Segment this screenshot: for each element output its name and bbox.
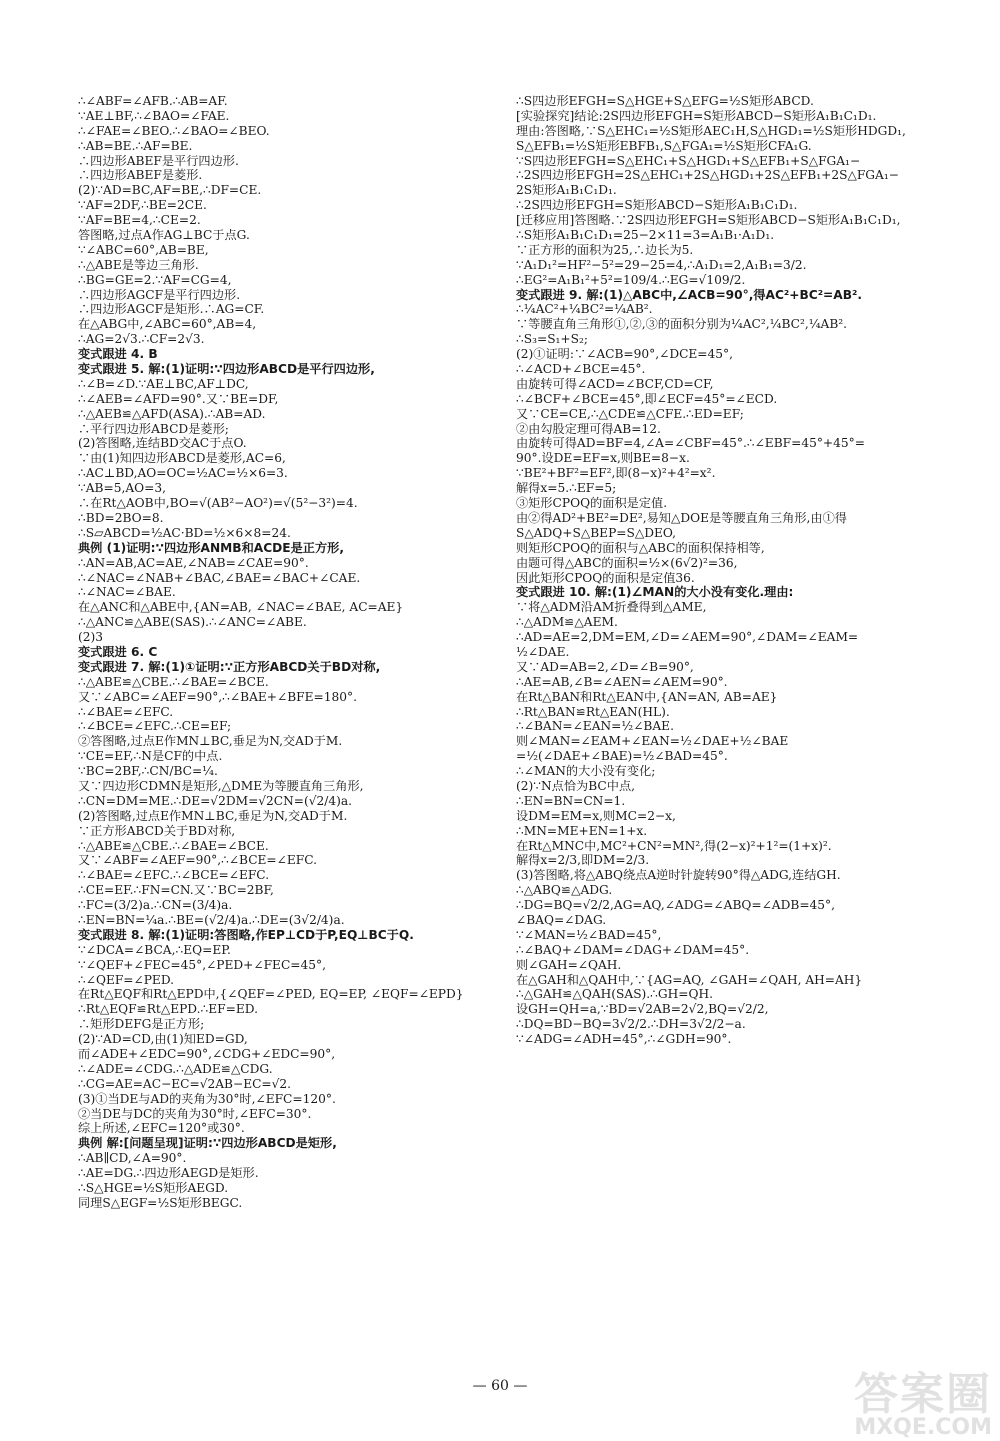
text-line: ∴△ABQ≌△ADG. [516, 883, 613, 898]
text-line: ③矩形CPOQ的面积是定值. [516, 496, 668, 511]
text-line: ∵∠MAN=½∠BAD=45°, [516, 927, 662, 942]
text-line: ∴S₃=S₁+S₂; [516, 332, 588, 347]
text-line: ∵∠ADG=∠ADH=45°,∴∠GDH=90°. [516, 1032, 732, 1047]
text-line: 设GH=QH=a,∵BD=√2AB=2√2,BQ=√2/2, [516, 1002, 769, 1017]
text-line: 在△ABG中,∠ABC=60°,AB=4, [78, 317, 257, 332]
text-line: 由旋转可得AD=BF=4,∠A=∠CBF=45°.∴∠EBF=45°+45°= [516, 436, 865, 451]
left-column [78, 94, 480, 1211]
text-line: 则∠GAH=∠QAH. [516, 957, 622, 972]
text-line: ∴四边形ABEF是菱形. [78, 168, 203, 183]
text-line: 则∠MAN=∠EAM+∠EAN=½∠DAE+½∠BAE [516, 734, 789, 749]
text-line: ∵A₁D₁²=HF²−5²=29−25=4,∴A₁D₁=2,A₁B₁=3/2. [516, 257, 807, 272]
text-line: 又∵∠ABF=∠AEF=90°,∴∠BCE=∠EFC. [78, 853, 317, 868]
text-line: ∴S矩形A₁B₁C₁D₁=25−2×11=3=A₁B₁·A₁D₁. [516, 228, 775, 243]
text-line: (2)∵AD=CD,由(1)知ED=GD, [78, 1032, 248, 1047]
text-line: ∵AF=BE=4,∴CE=2. [78, 213, 201, 228]
text-line: ∴△GAH≌△QAH(SAS).∴GH=QH. [516, 987, 714, 1002]
text-line: ∴∠BAN=∠EAN=½∠BAE. [516, 719, 674, 734]
text-line: ∴△ABE≌△CBE.∴∠BAE=∠BCE. [78, 838, 269, 853]
text-line: ∴∠BAE=∠EFC.∴∠BCE=∠EFC. [78, 868, 270, 883]
text-line: (2)3 [78, 630, 104, 645]
text-line: ∴AE=AB,∠B=∠AEN=∠AEM=90°. [516, 674, 728, 689]
text-line: ②由勾股定理可得AB=12. [516, 421, 661, 436]
text-line: =½(∠DAE+∠BAE)=½∠BAD=45°. [516, 749, 728, 764]
text-line: 理由:答图略,∵S△EHC₁=½S矩形AEC₁H,S△HGD₁=½S矩形HDGD₁, [516, 123, 906, 138]
text-line: ∵∠ABC=60°,AB=BE, [78, 242, 209, 257]
text-line: 答图略,过点A作AG⊥BC于点G. [78, 228, 250, 243]
text-line: ∴FC=(3/2)a.∴CN=(3/4)a. [78, 898, 233, 913]
text-line: ∴AB=BE.∴AF=BE. [78, 138, 193, 153]
text-line: ∠BAQ=∠DAG. [516, 912, 607, 927]
text-line: ∴∠MAN的大小没有变化; [516, 764, 656, 779]
text-line: ∴S△HGE=½S矩形AEGD. [78, 1181, 229, 1196]
text-line: ∴∠AEB=∠AFD=90°.又∵BE=DF, [78, 391, 279, 406]
text-line: ∴Rt△EQF≌Rt△EPD.∴EF=ED. [78, 1002, 258, 1017]
text-line: ∴DG=BQ=√2/2,AG=AQ,∠ADG=∠ABQ=∠ADB=45°, [516, 898, 836, 913]
text-line: 变式跟进 6. C [78, 644, 158, 659]
text-line: ∴EN=BN=¼a.∴BE=(√2/4)a.∴DE=(3√2/4)a. [78, 912, 345, 927]
text-line: ∴CN=DM=ME.∴DE=√2DM=√2CN=(√2/4)a. [78, 793, 353, 808]
text-line: 变式跟进 8. 解:(1)证明:答图略,作EP⊥CD于P,EQ⊥BC于Q. [78, 927, 414, 942]
text-line: ∵AB=5,AO=3, [78, 481, 166, 496]
text-line: ∴∠B=∠D.∵AE⊥BC,AF⊥DC, [78, 376, 249, 391]
text-line: 在△ANC和△ABE中,{AN=AB, ∠NAC=∠BAE, AC=AE} [78, 600, 404, 615]
text-line: ∴DQ=BD−BQ=3√2/2.∴DH=3√2/2−a. [516, 1017, 746, 1032]
text-line: ∴S四边形EFGH=S△HGE+S△EFG=½S矩形ABCD. [516, 94, 814, 108]
text-line: 综上所述,∠EFC=120°或30°. [78, 1121, 245, 1136]
text-line: [实验探究]结论:2S四边形EFGH=S矩形ABCD−S矩形A₁B₁C₁D₁. [516, 108, 877, 123]
text-line: ∵S四边形EFGH=S△EHC₁+S△HGD₁+S△EFB₁+S△FGA₁− [516, 153, 861, 168]
text-line: ∴△AEB≌△AFD(ASA).∴AB=AD. [78, 406, 266, 421]
text-line: ∴在Rt△AOB中,BO=√(AB²−AO²)=√(5²−3²)=4. [78, 496, 358, 511]
text-line: ∴△ADM≌△AEM. [516, 615, 618, 630]
text-line: 典例 (1)证明:∵四边形ANMB和ACDE是正方形, [78, 540, 344, 555]
text-line: 典例 解:[问题呈现]证明:∵四边形ABCD是矩形, [78, 1136, 337, 1151]
text-line: ∵等腰直角三角形①,②,③的面积分别为¼AC²,¼BC²,¼AB². [516, 317, 848, 332]
watermark-url: MXQE.COM [854, 1415, 992, 1440]
text-line: ∵正方形的面积为25,∴边长为5. [516, 242, 694, 257]
text-line: ∴∠ACD+∠BCE=45°. [516, 362, 646, 377]
text-line: 在Rt△MNC中,MC²+CN²=MN²,得(2−x)²+1²=(1+x)². [516, 838, 832, 853]
text-line: ∴∠ABF=∠AFB.∴AB=AF. [78, 94, 228, 108]
text-line: ∵∠QEF+∠FEC=45°,∠PED+∠FEC=45°, [78, 957, 326, 972]
text-line: ∴2S四边形EFGH=2S△EHC₁+2S△HGD₁+2S△EFB₁+2S△FGA₁− [516, 168, 899, 183]
text-line: ∵将△ADM沿AM折叠得到△AME, [516, 600, 707, 615]
text-line: 变式跟进 4. B [78, 347, 158, 362]
text-line: ∵BC=2BF,∴CN/BC=¼. [78, 764, 218, 779]
text-line: ∴∠BCE=∠EFC.∴CE=EF; [78, 719, 232, 734]
text-line: ∴△ABE≌△CBE.∴∠BAE=∠BCE. [78, 674, 269, 689]
text-line: (2)答图略,过点E作MN⊥BC,垂足为N,交AD于M. [78, 808, 348, 823]
text-line: ∵由(1)知四边形ABCD是菱形,AC=6, [78, 451, 286, 466]
text-line: ∴矩形DEFG是正方形; [78, 1017, 205, 1032]
text-line: ∴∠FAE=∠BEO.∴∠BAO=∠BEO. [78, 123, 270, 138]
text-line: 2S矩形A₁B₁C₁D₁. [516, 183, 617, 198]
text-line: S△ADQ+S△BEP=S△DEO, [516, 525, 677, 540]
text-line: ∴AD=AE=2,DM=EM,∠D=∠AEM=90°,∠DAM=∠EAM= [516, 630, 859, 645]
text-line: 则矩形CPOQ的面积与△ABC的面积保持相等, [516, 540, 765, 555]
text-line: (2)①证明:∵∠ACB=90°,∠DCE=45°, [516, 347, 733, 362]
text-line: 90°.设DE=EF=x,则BE=8−x. [516, 451, 690, 466]
text-line: ∴CG=AE=AC−EC=√2AB−EC=√2. [78, 1076, 292, 1091]
text-line: ∴∠NAC=∠BAE. [78, 585, 176, 600]
text-line: ∴AC⊥BD,AO=OC=½AC=½×6=3. [78, 466, 288, 481]
watermark-logo: 答案圈 [854, 1369, 992, 1420]
text-line: 变式跟进 10. 解:(1)∠MAN的大小没有变化.理由: [516, 585, 794, 600]
text-line: ∴S▱ABCD=½AC·BD=½×6×8=24. [78, 525, 291, 540]
text-line: 由旋转可得∠ACD=∠BCF,CD=CF, [516, 376, 714, 391]
text-line: ∴△ABE是等边三角形. [78, 257, 199, 272]
text-line: 由②得AD²+BE²=DE²,易知△DOE是等腰直角三角形,由①得 [516, 510, 847, 525]
text-line: 又∵∠ABC=∠AEF=90°,∴∠BAE+∠BFE=180°. [78, 689, 357, 704]
text-line: 变式跟进 9. 解:(1)△ABC中,∠ACB=90°,得AC²+BC²=AB². [516, 287, 862, 302]
text-line: 同理S△EGF=½S矩形BEGC. [78, 1195, 243, 1210]
text-line: ∴2S四边形EFGH=S矩形ABCD−S矩形A₁B₁C₁D₁. [516, 198, 798, 213]
text-line: 解得x=5.∴EF=5; [516, 481, 617, 496]
text-line: ∴Rt△BAN≌Rt△EAN(HL). [516, 704, 670, 719]
text-line: ∴∠QEF=∠PED. [78, 972, 175, 987]
text-line: 因此矩形CPOQ的面积是定值36. [516, 570, 695, 585]
text-line: ∴∠BAQ+∠DAM=∠DAG+∠DAM=45°. [516, 942, 750, 957]
text-line: 在Rt△EQF和Rt△EPD中,{∠QEF=∠PED, EQ=EP, ∠EQF=∠EPD} [78, 987, 464, 1002]
text-line: S△EFB₁=½S矩形EBFB₁,S△FGA₁=½S矩形CFA₁G. [516, 138, 812, 153]
text-line: 设DM=EM=x,则MC=2−x, [516, 808, 676, 823]
text-line: 在Rt△BAN和Rt△EAN中,{AN=AN, AB=AE} [516, 689, 778, 704]
text-line: (3)①当DE与AD的夹角为30°时,∠EFC=120°. [78, 1091, 336, 1106]
text-line: 解得x=2/3,即DM=2/3. [516, 853, 650, 868]
text-line: ∴∠BAE=∠EFC. [78, 704, 174, 719]
text-line: (2)∵AD=BC,AF=BE,∴DF=CE. [78, 183, 262, 198]
text-line: ∴¼AC²+¼BC²=¼AB². [516, 302, 653, 317]
text-line: ∴AB∥CD,∠A=90°. [78, 1151, 187, 1166]
text-line: ∴CE=EF.∴FN=CN.又∵BC=2BF, [78, 883, 274, 898]
right-column [516, 94, 926, 1047]
text-line: ∴MN=ME+EN=1+x. [516, 823, 648, 838]
text-line: ∴∠NAC=∠NAB+∠BAC,∠BAE=∠BAC+∠CAE. [78, 570, 361, 585]
text-line: (2)答图略,连结BD交AC于点O. [78, 436, 247, 451]
text-line: ②答图略,过点E作MN⊥BC,垂足为N,交AD于M. [78, 734, 343, 749]
page-number: — 60 — [472, 1378, 528, 1394]
text-line: 又∵四边形CDMN是矩形,△DME为等腰直角三角形, [78, 778, 364, 793]
text-line: ∴BD=2BO=8. [78, 510, 164, 525]
text-line: ②当DE与DC的夹角为30°时,∠EFC=30°. [78, 1106, 312, 1121]
text-line: ∴四边形ABEF是平行四边形. [78, 153, 239, 168]
text-line: ∴BG=GE=2.∵AF=CG=4, [78, 272, 232, 287]
text-line: ∴EN=BN=CN=1. [516, 793, 626, 808]
text-line: ½∠DAE. [516, 644, 570, 659]
text-line: 变式跟进 7. 解:(1)①证明:∵正方形ABCD关于BD对称, [78, 659, 381, 674]
text-line: 而∠ADE+∠EDC=90°,∠CDG+∠EDC=90°, [78, 1047, 336, 1061]
text-line: ∵BE²+BF²=EF²,即(8−x)²+4²=x². [516, 466, 716, 481]
watermark [792, 1369, 992, 1440]
text-line: ∵AF=2DF,∴BE=2CE. [78, 198, 207, 213]
text-line: 由题可得△ABC的面积=½×(6√2)²=36, [516, 555, 738, 570]
text-line: ∵∠DCA=∠BCA,∴EQ=EP. [78, 942, 231, 957]
text-line: 在△GAH和△QAH中,∵{AG=AQ, ∠GAH=∠QAH, AH=AH} [516, 972, 863, 987]
text-line: ∴∠BCF+∠BCE=45°,即∠ECF=45°=∠ECD. [516, 391, 778, 406]
text-line: (3)答图略,将△ABQ绕点A逆时针旋转90°得△ADG,连结GH. [516, 868, 841, 883]
text-line: (2)∵N点恰为BC中点, [516, 778, 636, 793]
text-line: ∴四边形AGCF是平行四边形. [78, 287, 241, 302]
text-line: [迁移应用]答图略.∵2S四边形EFGH=S矩形ABCD−S矩形A₁B₁C₁D₁, [516, 213, 901, 228]
text-line: ∴AG=2√3.∴CF=2√3. [78, 332, 205, 347]
text-line: 又∵CE=CE,∴△CDE≌△CFE.∴ED=EF; [516, 406, 744, 421]
text-line: 又∵AD=AB=2,∠D=∠B=90°, [516, 659, 694, 674]
text-line: ∴平行四边形ABCD是菱形; [78, 421, 229, 436]
text-line: ∴∠ADE=∠CDG.∴△ADE≌△CDG. [78, 1061, 273, 1076]
text-line: ∴△ANC≌△ABE(SAS).∴∠ANC=∠ABE. [78, 615, 307, 630]
text-line: ∴四边形AGCF是矩形.∴AG=CF. [78, 302, 265, 317]
text-line: ∵正方形ABCD关于BD对称, [78, 823, 236, 838]
text-line: ∴AE=DG.∴四边形AEGD是矩形. [78, 1166, 259, 1181]
text-line: ∴AN=AB,AC=AE,∠NAB=∠CAE=90°. [78, 555, 309, 570]
text-line: ∵AE⊥BF,∴∠BAO=∠FAE. [78, 108, 230, 123]
text-line: ∵CE=EF,∴N是CF的中点. [78, 749, 223, 764]
text-line: 变式跟进 5. 解:(1)证明:∵四边形ABCD是平行四边形, [78, 362, 375, 377]
text-line: ∴EG²=A₁B₁²+5²=109/4.∴EG=√109/2. [516, 272, 746, 287]
